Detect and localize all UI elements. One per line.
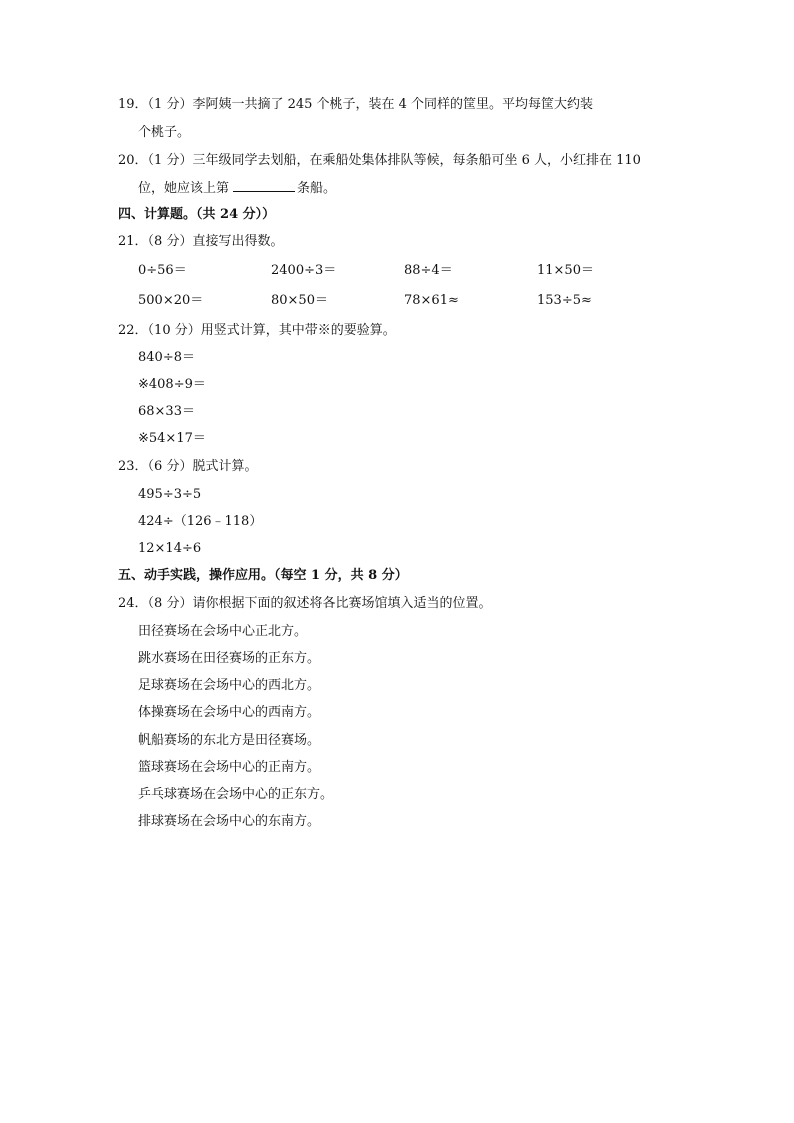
q21-r2-c4: 153÷5≈: [537, 293, 592, 308]
q21-r2-c1: 500×20＝: [138, 293, 204, 308]
q19-line2: 个桃子。: [138, 125, 191, 140]
q22-item-3: 68×33＝: [138, 404, 195, 419]
q21-r2-c2: 80×50＝: [271, 293, 328, 308]
q23-item-3: 12×14÷6: [138, 541, 202, 556]
q22-item-4: ※54×17＝: [138, 431, 206, 446]
q19-line1: 19．（1 分）李阿姨一共摘了 245 个桃子，装在 4 个同样的筐里。平均每筐大约装: [118, 97, 594, 112]
q20-line2-end: 条船。: [297, 181, 337, 196]
q21-r2-c3: 78×61≈: [404, 293, 459, 308]
q20-line1: 20．（1 分）三年级同学去划船，在乘船处集体排队等候，每条船可坐 6 人，小红排在 110: [118, 153, 641, 168]
q21-r1-c4: 11×50＝: [537, 263, 594, 278]
q24-item-8: 排球赛场在会场中心的东南方。: [138, 814, 321, 829]
q24-item-1: 田径赛场在会场中心正北方。: [138, 624, 308, 639]
q24-item-2: 跳水赛场在田径赛场的正东方。: [138, 651, 321, 666]
q23-item-1: 495÷3÷5: [138, 487, 202, 502]
q24-item-5: 帆船赛场的东北方是田径赛场。: [138, 733, 321, 748]
section-4-title: 四、计算题。（共 24 分））: [118, 207, 276, 222]
q20-line2-start: 位，她应该上第: [138, 181, 230, 196]
q24-item-3: 足球赛场在会场中心的西北方。: [138, 678, 321, 693]
q22-item-1: 840÷8＝: [138, 350, 195, 365]
q24-item-6: 篮球赛场在会场中心的正南方。: [138, 760, 321, 775]
q23-item-2: 424÷（126﹣118）: [138, 514, 263, 529]
q24-item-7: 乒乓球赛场在会场中心的正东方。: [138, 787, 334, 802]
q21-r1-c2: 2400÷3＝: [271, 263, 337, 278]
q24-item-4: 体操赛场在会场中心的西南方。: [138, 705, 321, 720]
q22-title: 22．（10 分）用竖式计算，其中带※的要验算。: [118, 323, 396, 338]
q20-line2: [138, 179, 336, 198]
q23-title: 23．（6 分）脱式计算。: [118, 459, 258, 474]
q21-r1-c3: 88÷4＝: [404, 263, 453, 278]
answer-blank: [233, 179, 295, 192]
q24-title: 24．（8 分）请你根据下面的叙述将各比赛场馆填入适当的位置。: [118, 596, 492, 611]
q21-r1-c1: 0÷56＝: [138, 263, 187, 278]
q22-item-2: ※408÷9＝: [138, 377, 206, 392]
section-5-title: 五、动手实践，操作应用。（每空 1 分，共 8 分）: [118, 568, 408, 583]
q21-title: 21．（8 分）直接写出得数。: [118, 234, 284, 249]
